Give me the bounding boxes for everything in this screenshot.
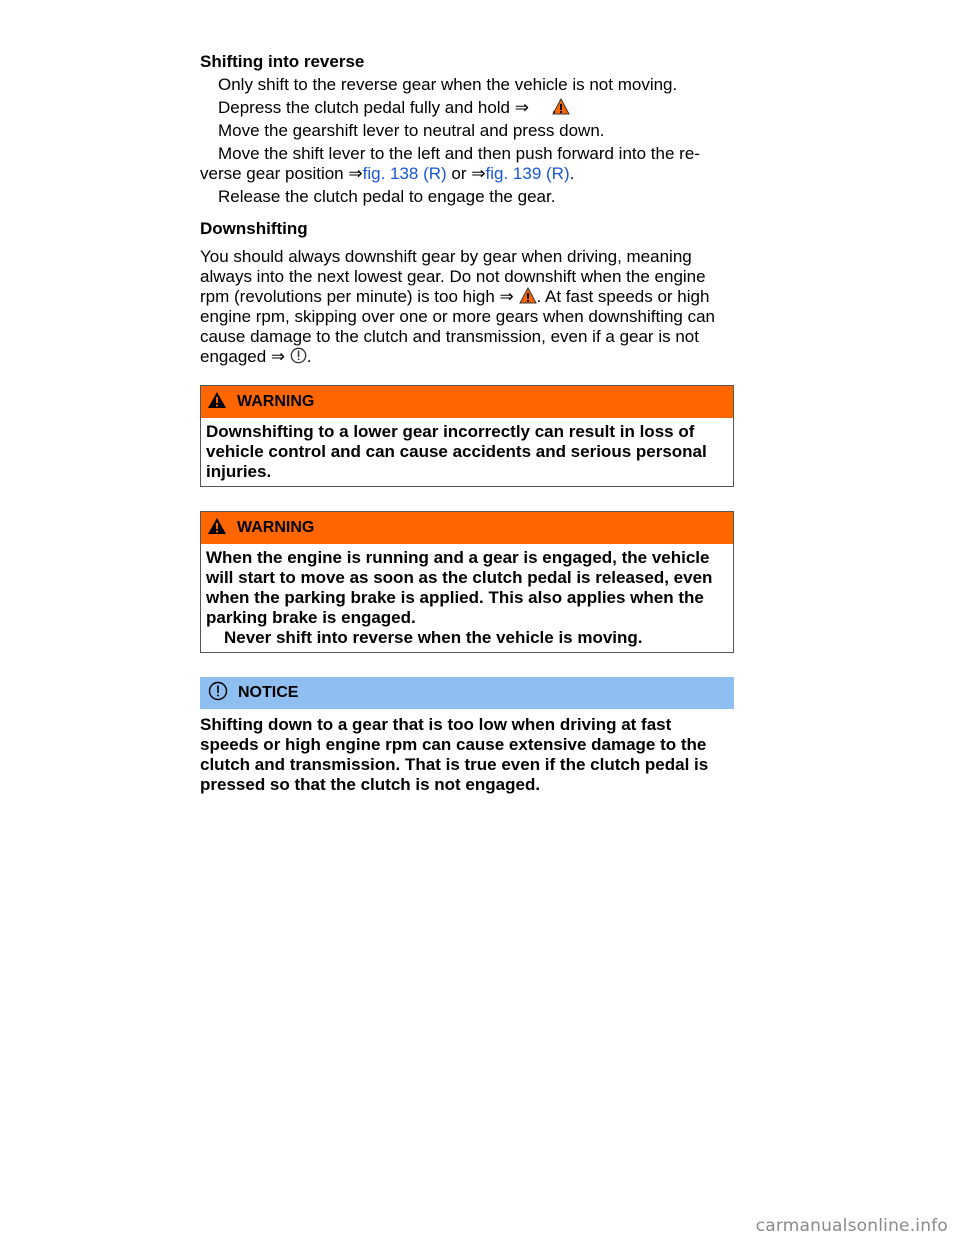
watermark: carmanualsonline.info <box>755 1216 948 1236</box>
warning-body-2-instruction: Never shift into reverse when the vehicle is moving. <box>224 628 643 647</box>
downshifting-paragraph <box>200 247 734 367</box>
step-1: Only shift to the reverse gear when the vehicle is not moving. <box>218 75 678 94</box>
notice-body: Shifting down to a gear that is too low when driving at fast speeds or high engine rpm can cause extensive damage to the clutch and transmission. That is true even if the clutch pedal is pressed so that the clutch is not engaged. <box>200 715 709 794</box>
step-4-period: . <box>569 164 575 183</box>
warning-box-2 <box>200 511 734 653</box>
downshift-text-2: . At fast speeds or high engine rpm, skipping over one or more gears when downshifting can cause damage to the clutch and transmission, even if a gear is not engaged ⇒ <box>200 287 716 366</box>
fig-139-link[interactable]: fig. 139 (R) <box>485 164 570 183</box>
notice-label: NOTICE <box>238 684 299 701</box>
warning-header-2 <box>201 512 733 544</box>
step-3: Move the gearshift lever to neutral and press down. <box>218 121 605 140</box>
warning-triangle-icon <box>207 517 227 540</box>
section-heading-downshifting: Downshifting <box>200 219 308 238</box>
step-4-or: or ⇒ <box>446 164 486 183</box>
step-4 <box>200 144 734 184</box>
step-5: Release the clutch pedal to engage the gear. <box>218 187 556 206</box>
warning-box-1 <box>200 385 734 487</box>
downshift-text-1: You should always downshift gear by gear when driving, meaning always into the next lowest gear. Do not downshift when the engine rpm (revolutions per minute) is too high ⇒ <box>200 247 706 306</box>
step-2-text: Depress the clutch pedal fully and hold ⇒ <box>218 98 529 117</box>
notice-exclamation-icon <box>208 681 228 706</box>
warning-body-1: Downshifting to a lower gear incorrectly can result in loss of vehicle control and can cause accidents and serious personal injuries. <box>206 422 707 481</box>
warning-label-1: WARNING <box>237 393 315 410</box>
warning-body-2-text: When the engine is running and a gear is engaged, the vehicle will start to move as soon as the clutch pedal is released, even when the parking brake is applied. This also applies when the parking brake is engaged. <box>206 548 713 627</box>
warning-triangle-icon <box>207 391 227 414</box>
step-2-period: . <box>551 98 557 117</box>
warning-triangle-icon[interactable] <box>519 287 537 304</box>
warning-body-2 <box>201 544 733 652</box>
warning-header-1 <box>201 386 733 418</box>
page-content <box>200 52 734 795</box>
downshift-text-3: . <box>306 347 312 366</box>
step-2 <box>200 98 734 118</box>
fig-138-link[interactable]: fig. 138 (R) <box>362 164 447 183</box>
warning-label-2: WARNING <box>237 519 315 536</box>
step-4-text: Move the shift lever to the left and then push forward into the re-verse gear position ⇒ <box>200 144 700 183</box>
warning-triangle-icon[interactable] <box>534 98 552 115</box>
section-heading-reverse: Shifting into reverse <box>200 52 365 71</box>
notice-exclamation-icon[interactable] <box>290 347 307 364</box>
notice-header <box>200 677 734 709</box>
